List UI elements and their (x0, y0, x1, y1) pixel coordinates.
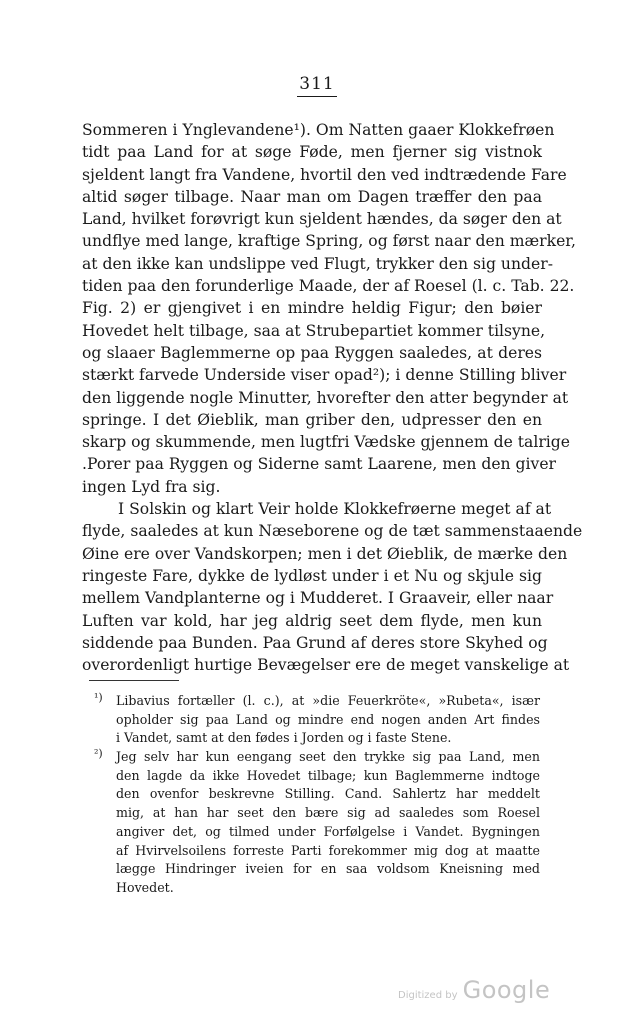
body-line: overordenligt hurtige Bevægelser ere de meget vanskelige at (82, 656, 570, 675)
body-line: .Porer paa Ryggen og Siderne samt Laarene, men den giver (82, 455, 557, 474)
page-number (0, 74, 634, 94)
body-line: mellem Vandplanterne og i Mudderet. I Graaveir, eller naar (82, 589, 554, 608)
body-line: Fig. 2) er gjengivet i en mindre heldig Figur; den bøier (82, 299, 542, 318)
body-line: skarp og skummende, men lugtfri Vædske gjennem de talrige (82, 433, 570, 452)
footnote-marker: ²) (94, 747, 103, 761)
footnote-divider (89, 680, 179, 681)
body-line: flyde, saaledes at kun Næseborene og de tæt sammenstaaende (82, 522, 583, 541)
page-number-text: 311 (297, 74, 336, 97)
body-line: tidt paa Land for at søge Føde, men fjerner sig vistnok (82, 143, 542, 162)
body-line: siddende paa Bunden. Paa Grund af deres store Skyhed og (82, 633, 548, 652)
body-line: Land, hvilket forøvrigt kun sjeldent hændes, da søger den at (82, 210, 562, 229)
footnote-text: Jeg selv har kun eengang seet den trykke sig paa Land, men (116, 749, 540, 765)
footnote-marker: ¹) (94, 691, 103, 704)
body-line: den liggende nogle Minutter, hvorefter den atter begynder at (82, 388, 569, 407)
body-line: springe. I det Øieblik, man griber den, udpresser den en (82, 410, 542, 429)
body-line: tiden paa den forunderlige Maade, der af Roesel (l. c. Tab. 22. (82, 277, 575, 296)
body-line: Hovedet helt tilbage, saa at Strubepartiet kommer tilsyne, (82, 321, 546, 340)
footnote-line: Hovedet. (116, 879, 174, 895)
footnote-line: opholder sig paa Land og mindre end nogen anden Art findes (116, 711, 540, 727)
body-line: ringeste Fare, dykke de lydløst under i et Nu og skjule sig (82, 566, 542, 585)
body-line: altid søger tilbage. Naar man om Dagen træffer den paa (82, 187, 542, 206)
footnote-line (94, 748, 540, 767)
footnote-line: mig, at han har seet den bære sig ad saaledes som Roesel (116, 805, 540, 821)
body-line: sjeldent langt fra Vandene, hvortil den ved indtrædende Fare (82, 165, 567, 184)
body-line: at den ikke kan undslippe ved Flugt, trykker den sig under- (82, 254, 553, 273)
watermark-prefix: Digitized by (398, 990, 458, 1001)
body-line: I Solskin og klart Veir holde Klokkefrøerne meget af at (118, 500, 552, 519)
body-line: undflye med lange, kraftige Spring, og først naar den mærker, (82, 232, 577, 251)
body-text (82, 119, 583, 676)
footnote-line (94, 692, 540, 711)
body-line: Sommeren i Ynglevandene¹). Om Natten gaaer Klokkefrøen (82, 121, 555, 139)
digitized-by-google-watermark (398, 976, 550, 1004)
body-line: Øine ere over Vandskorpen; men i det Øieblik, de mærke den (82, 544, 568, 563)
body-line: ingen Lyd fra sig. (82, 477, 221, 496)
footnote-line: lægge Hindringer iveien for en saa voldsom Kneisning med (116, 861, 540, 877)
footnote-line: af Hvirvelsoilens forreste Parti forekommer mig dog at maatte (116, 842, 540, 858)
body-line: stærkt farvede Underside viser opad²); i denne Stilling bliver (82, 366, 567, 385)
body-line: Luften var kold, har jeg aldrig seet dem flyde, men kun (82, 611, 542, 630)
footnote-line: i Vandet, samt at den fødes i Jorden og i faste Stene. (116, 730, 452, 746)
footnote-line: den ovenfor beskrevne Stilling. Cand. Sahlertz har meddelt (116, 786, 540, 802)
body-line: og slaaer Baglemmerne op paa Ryggen saaledes, at deres (82, 343, 542, 362)
google-logo: Google (462, 976, 551, 1004)
footnote-text: Libavius fortæller (l. c.), at »die Feuerkröte«, »Rubeta«, især (116, 693, 540, 708)
footnote-line: den lagde da ikke Hovedet tilbage; kun Baglemmerne indtoge (116, 767, 540, 783)
footnote-line: angiver det, og tilmed under Forfølgelse i Vandet. Bygningen (116, 823, 540, 839)
footnotes (94, 692, 540, 898)
